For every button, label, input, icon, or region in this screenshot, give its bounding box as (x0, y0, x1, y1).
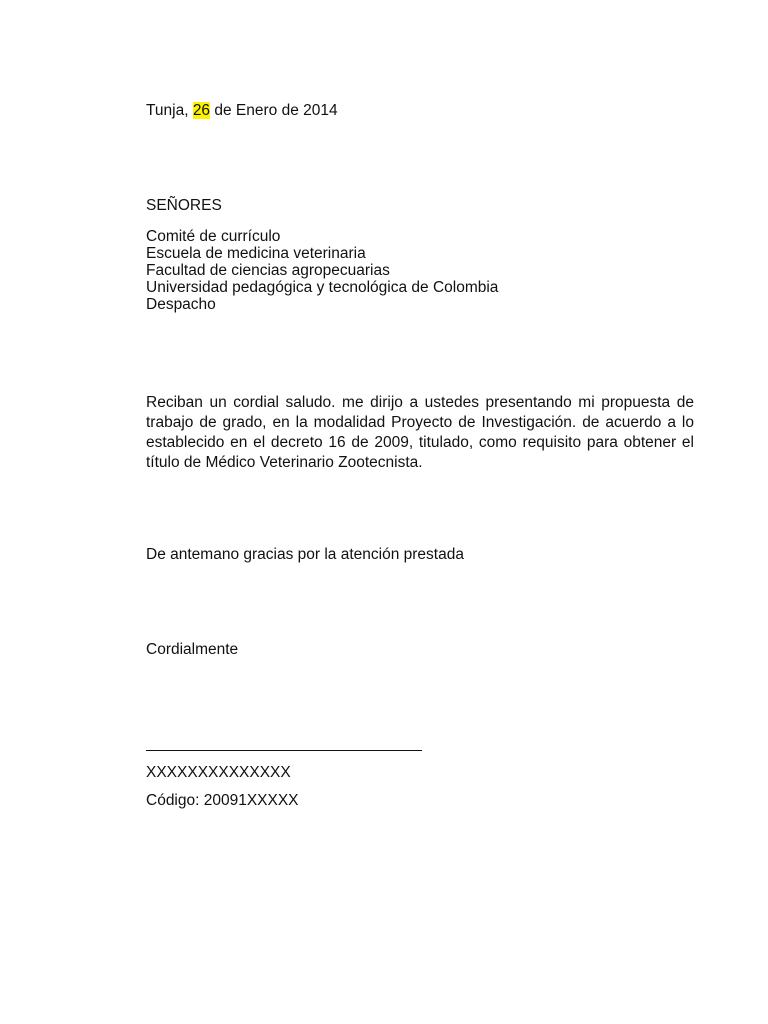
closing-line: Cordialmente (146, 641, 239, 658)
signature-name: XXXXXXXXXXXXXX (146, 764, 291, 781)
addressee-block (146, 228, 498, 313)
body-paragraph: Reciban un cordial saludo. me dirijo a ustedes presentando mi propuesta de trabajo de grado, en la modalidad Proyecto de Investigación. de acuerdo a lo establecido en el decreto 16 de 2009, titulado, como requisito para obtener el título de Médico Veterinario Zootecnista. (146, 394, 694, 471)
addressee-line: Universidad pedagógica y tecnológica de Colombia (146, 279, 499, 296)
salutation: SEÑORES (146, 197, 222, 214)
date-suffix: de Enero de 2014 (210, 102, 338, 119)
addressee-line: Comité de currículo (146, 228, 281, 245)
date-day-highlighted: 26 (192, 102, 211, 119)
date-prefix: Tunja, (146, 102, 193, 119)
addressee-line: Facultad de ciencias agropecuarias (146, 262, 390, 279)
addressee-line: Escuela de medicina veterinaria (146, 245, 366, 262)
date-line (146, 102, 338, 120)
student-code: Código: 20091XXXXX (146, 792, 299, 809)
thanks-line: De antemano gracias por la atención prestada (146, 546, 464, 563)
signature-rule (146, 750, 422, 751)
addressee-line: Despacho (146, 296, 216, 313)
